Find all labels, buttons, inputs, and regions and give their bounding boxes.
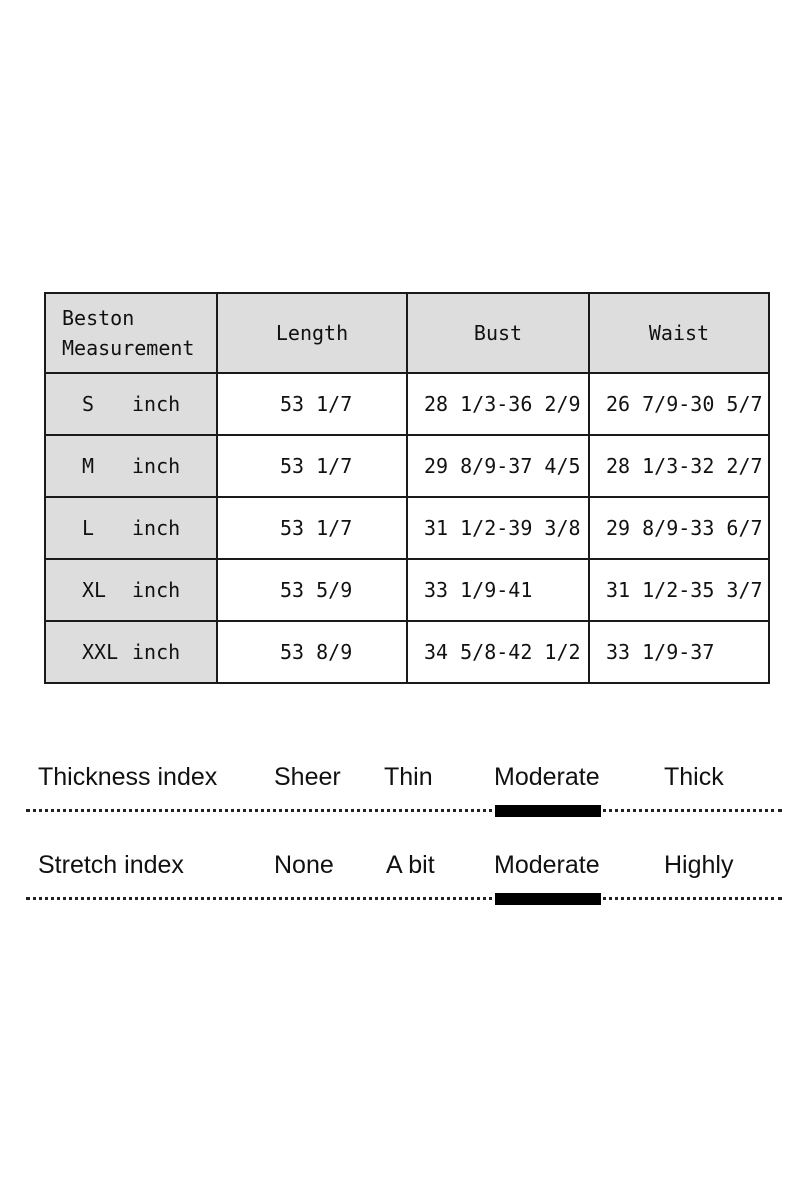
waist-value: 31 1/2-35 3/7 <box>589 559 769 621</box>
thickness-option-thin: Thin <box>384 763 433 791</box>
bust-value: 33 1/9-41 <box>407 559 589 621</box>
thickness-index-row <box>0 762 800 852</box>
unit-label: inch <box>132 516 181 540</box>
size-label: S <box>82 392 95 416</box>
size-chart-table <box>44 292 770 684</box>
thickness-option-thick: Thick <box>664 763 724 791</box>
size-cell <box>45 435 217 497</box>
stretch-index-label: Stretch index <box>38 851 184 879</box>
stretch-selected-marker <box>495 893 601 905</box>
length-value: 53 8/9 <box>217 621 407 683</box>
stretch-option-moderate: Moderate <box>494 851 600 879</box>
unit-label: inch <box>132 578 181 602</box>
length-value: 53 1/7 <box>217 435 407 497</box>
bust-value: 31 1/2-39 3/8 <box>407 497 589 559</box>
size-cell <box>45 373 217 435</box>
waist-value: 33 1/9-37 <box>589 621 769 683</box>
stretch-option-highly: Highly <box>664 851 734 879</box>
bust-value: 29 8/9-37 4/5 <box>407 435 589 497</box>
waist-value: 28 1/3-32 2/7 <box>589 435 769 497</box>
table-row <box>45 435 769 497</box>
thickness-selected-marker <box>495 805 601 817</box>
stretch-index-row <box>0 850 800 940</box>
table-row <box>45 559 769 621</box>
length-value: 53 1/7 <box>217 497 407 559</box>
unit-label: inch <box>132 454 181 478</box>
waist-value: 26 7/9-30 5/7 <box>589 373 769 435</box>
corner-header <box>45 293 217 373</box>
column-header-length: Length <box>217 293 407 373</box>
corner-header-line1: Beston <box>62 306 135 330</box>
bust-value: 34 5/8-42 1/2 <box>407 621 589 683</box>
column-header-waist: Waist <box>589 293 769 373</box>
stretch-option-none: None <box>274 851 334 879</box>
table-row <box>45 497 769 559</box>
thickness-option-moderate: Moderate <box>494 763 600 791</box>
size-label: XXL <box>82 640 119 664</box>
table-row <box>45 373 769 435</box>
bust-value: 28 1/3-36 2/9 <box>407 373 589 435</box>
length-value: 53 1/7 <box>217 373 407 435</box>
size-label: M <box>82 454 95 478</box>
column-header-bust: Bust <box>407 293 589 373</box>
unit-label: inch <box>132 640 181 664</box>
length-value: 53 5/9 <box>217 559 407 621</box>
thickness-dotted-scale <box>26 809 782 812</box>
size-label: XL <box>82 578 107 602</box>
size-cell <box>45 621 217 683</box>
thickness-option-sheer: Sheer <box>274 763 341 791</box>
stretch-option-a-bit: A bit <box>386 851 435 879</box>
stretch-dotted-scale <box>26 897 782 900</box>
table-header-row <box>45 293 769 373</box>
waist-value: 29 8/9-33 6/7 <box>589 497 769 559</box>
corner-header-line2: Measurement <box>62 336 195 360</box>
table-row <box>45 621 769 683</box>
size-cell <box>45 497 217 559</box>
thickness-index-label: Thickness index <box>38 763 218 791</box>
unit-label: inch <box>132 392 181 416</box>
size-cell <box>45 559 217 621</box>
size-label: L <box>82 516 95 540</box>
